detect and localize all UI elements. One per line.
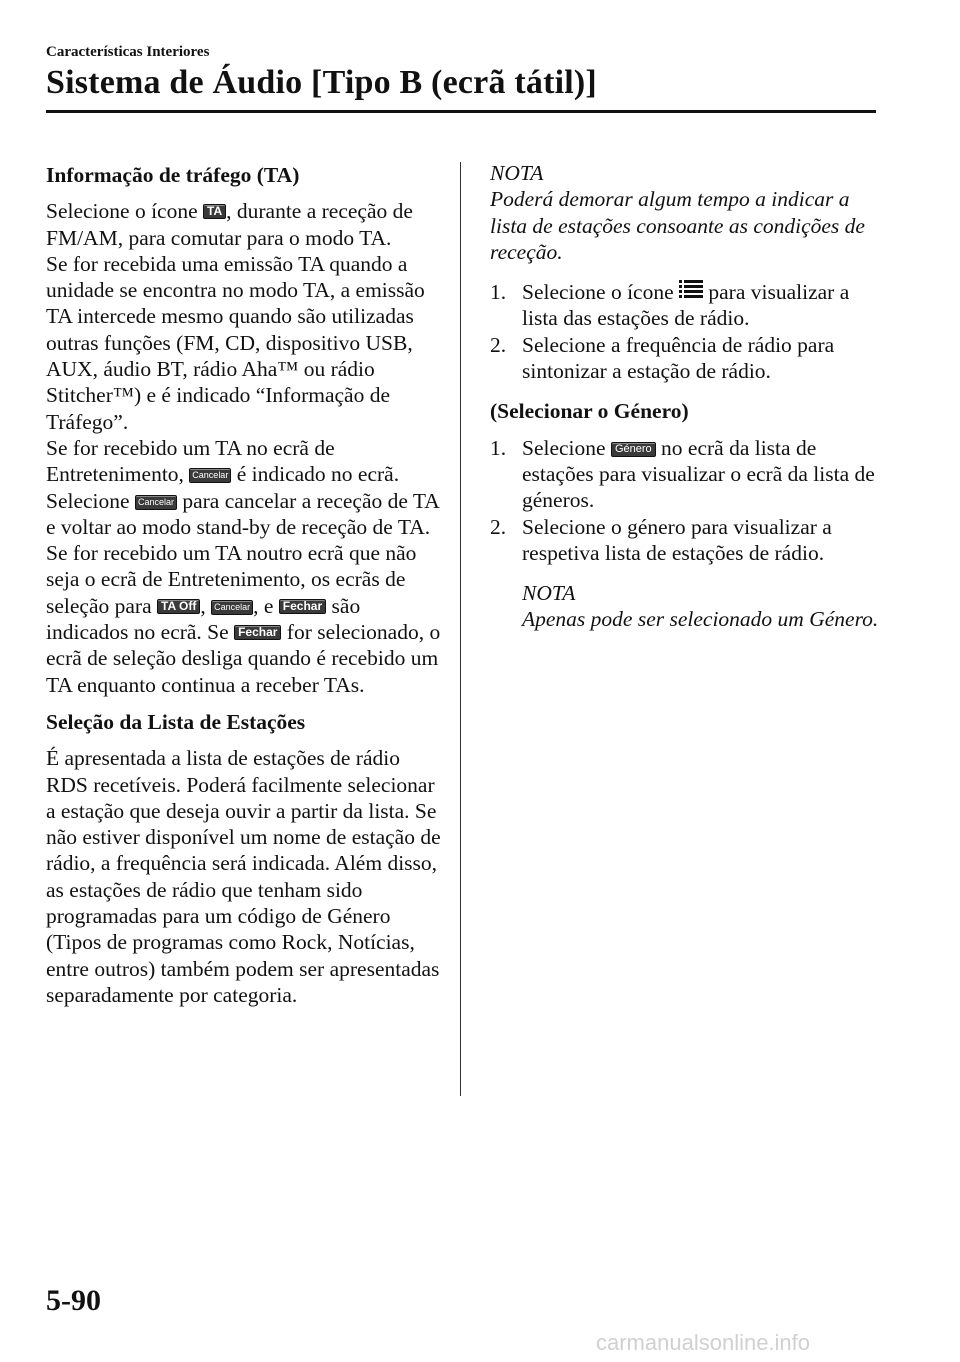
step-item [490, 435, 890, 514]
section-label: Características Interiores [46, 44, 210, 60]
watermark: carmanualsonline.info [596, 1330, 811, 1355]
note-label: NOTA [490, 161, 544, 185]
text: Selecione a frequência de rádio para sintonizar a estação de rádio. [522, 332, 835, 384]
ta-button-icon: TA [203, 204, 226, 219]
list-icon [679, 280, 703, 298]
note-text: Poderá demorar algum tempo a indicar a lista de estações consoante as condições de receção. [490, 187, 865, 264]
genre-steps [490, 435, 890, 566]
page-number: 5-90 [46, 1284, 101, 1317]
step-item [490, 279, 890, 332]
text: Selecione [522, 435, 606, 460]
text: Se for recebido um TA no ecrã de Entretenimento, [46, 435, 335, 487]
text: para visualizar a lista das estações de rádio. [522, 280, 850, 331]
text: para cancelar a receção de TA e voltar ao modo stand-by de receção de TA. Se for recebido um TA noutro ecrã que não seja o ecrã de Entretenimento, os ecrãs de seleção para [46, 488, 439, 618]
text: Selecione o ícone [522, 280, 674, 305]
cancelar-button-icon: Cancelar [189, 468, 231, 483]
step-number: 2. [490, 514, 507, 539]
text: é indicado no ecrã. [236, 462, 400, 487]
genre-heading: (Selecionar o Género) [490, 399, 689, 424]
station-steps [490, 279, 890, 384]
step-item [490, 332, 890, 385]
title-rule [46, 110, 876, 113]
text: Selecione o ícone [46, 199, 198, 224]
note-block-2 [490, 580, 890, 633]
text: for selecionado, o ecrã de seleção desliga quando é recebido um TA enquanto continua a receber TAs. [46, 620, 441, 697]
left-column [46, 162, 446, 1019]
text: , durante a receção de FM/AM, para comutar para o modo TA. [46, 199, 413, 250]
ta-heading: Informação de tráfego (TA) [46, 163, 300, 187]
genero-button-icon: Género [611, 442, 656, 457]
fechar-button-icon: Fechar [234, 625, 281, 640]
ta-off-button-icon: TA Off [157, 599, 200, 614]
text: Selecione [46, 488, 130, 513]
cancelar-button-icon: Cancelar [211, 600, 253, 615]
ta-paragraph-1 [46, 198, 446, 251]
page-title: Sistema de Áudio [Tipo B (ecrã tátil)] [46, 64, 597, 101]
note-label: NOTA [522, 581, 576, 606]
step-number: 1. [490, 280, 507, 305]
text: são indicados no ecrã. Se [46, 593, 361, 645]
step-number: 1. [490, 435, 507, 460]
column-divider [460, 162, 461, 1096]
station-list-heading: Seleção da Lista de Estações [46, 709, 306, 734]
ta-paragraph-2: Se for recebida uma emissão TA quando a unidade se encontra no modo TA, a emissão TA intercede mesmo quando são utilizadas outras funções (FM, CD, dispositivo USB, AUX, áudio BT, rádio Aha™ ou rádio Stitcher™) e é indicado “Informação de Tráfego”. [46, 251, 425, 434]
ta-paragraph-3 [46, 435, 446, 698]
station-list-paragraph: É apresentada a lista de estações de rádio RDS recetíveis. Poderá facilmente selecionar a estação que deseja ouvir a partir da lista. Se não estiver disponível um nome de estação de rádio, a frequência será indicada. Além disso, as estações de rádio que tenham sido programadas para um código de Género (Tipos de programas como Rock, Notícias, entre outros) também podem ser apresentadas separadamente por categoria. [46, 746, 441, 1007]
text: , [200, 593, 206, 618]
cancelar-button-icon: Cancelar [135, 495, 177, 510]
note-text: Apenas pode ser selecionado um Género. [522, 607, 879, 632]
text: Selecione o género para visualizar a respetiva lista de estações de rádio. [522, 514, 832, 565]
fechar-button-icon: Fechar [279, 599, 326, 614]
step-number: 2. [490, 332, 507, 357]
right-column [490, 160, 890, 647]
text: no ecrã da lista de estações para visualizar o ecrã da lista de géneros. [522, 435, 875, 513]
step-item [490, 514, 890, 567]
text: , e [253, 593, 274, 618]
